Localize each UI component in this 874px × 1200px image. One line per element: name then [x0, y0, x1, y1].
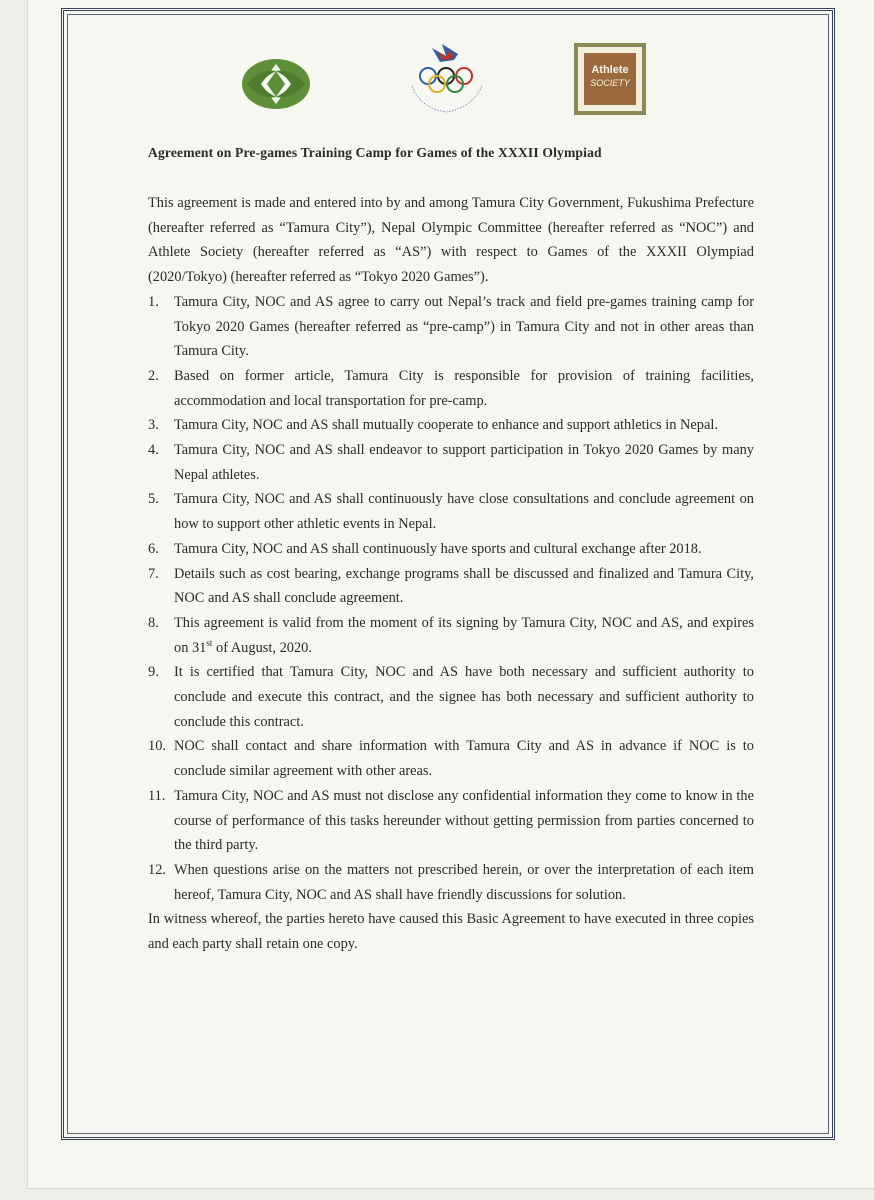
article-item [148, 413, 754, 438]
athlete-society-logo-line2: SOCIETY [590, 78, 630, 88]
article-text: Based on former article, Tamura City is responsible for provision of training facilities, accommodation and local transportation for pre-camp. [174, 367, 754, 409]
article-item [148, 858, 754, 907]
article-item [148, 784, 754, 858]
article-item [148, 660, 754, 734]
article-text: NOC shall contact and share information with Tamura City and AS in advance if NOC is to conclude similar agreement with other areas. [174, 738, 754, 780]
agreement-body [148, 191, 754, 957]
athlete-society-logo [574, 43, 646, 115]
article-text: Tamura City, NOC and AS shall mutually cooperate to enhance and support athletics in Nepal. [174, 417, 718, 434]
article-item [148, 537, 754, 562]
article-number: 7. [148, 565, 159, 582]
article-text: Tamura City, NOC and AS shall continuously have close consultations and conclude agreement on how to support other athletic events in Nepal. [174, 491, 754, 533]
article-number: 11. [148, 787, 166, 804]
article-number: 3. [148, 417, 159, 434]
article-number: 4. [148, 442, 159, 459]
article-text: Details such as cost bearing, exchange programs shall be discussed and finalized and Tamura City, NOC and AS shall conclude agreement. [174, 565, 754, 607]
article-item [148, 438, 754, 487]
intro-paragraph: This agreement is made and entered into by and among Tamura City Government, Fukushima Prefecture (hereafter referred as “Tamura City”), Nepal Olympic Committee (hereafter referred as “NOC”) and Athlete Society (hereafter referred as “AS”) with respect to Games of the XXXII Olympiad (2020/Tokyo) (hereafter referred as “Tokyo 2020 Games”). [148, 195, 754, 286]
article-number: 6. [148, 540, 159, 557]
article-text: It is certified that Tamura City, NOC and AS have both necessary and sufficient authority to conclude and execute this contract, and the signee has both necessary and sufficient authority to conclude this contract. [174, 664, 754, 730]
tamura-city-emblem [241, 58, 311, 110]
article-number: 5. [148, 491, 159, 508]
article-item [148, 364, 754, 413]
article-text: Tamura City, NOC and AS shall endeavor to support participation in Tokyo 2020 Games by many Nepal athletes. [174, 442, 754, 483]
agreement-title: Agreement on Pre-games Training Camp for Games of the XXXII Olympiad [148, 145, 602, 160]
article-number: 1. [148, 293, 159, 310]
article-number: 9. [148, 664, 159, 681]
logo-row [0, 40, 874, 120]
article-item [148, 290, 754, 364]
article-item [148, 487, 754, 536]
article-text-after: of August, 2020. [212, 639, 312, 656]
closing-paragraph: In witness whereof, the parties hereto have caused this Basic Agreement to have executed in three copies and each party shall retain one copy. [148, 911, 754, 953]
agreement-articles [148, 290, 754, 908]
athlete-society-logo-box [584, 53, 636, 105]
ordinal-suffix: st [206, 637, 213, 648]
nepal-olympic-committee-emblem [402, 42, 492, 118]
article-text: When questions arise on the matters not prescribed herein, or over the interpretation of each item hereof, Tamura City, NOC and AS shall have friendly discussions for solution. [174, 861, 754, 903]
athlete-society-logo-line1: Athlete [591, 64, 629, 76]
article-number: 2. [148, 367, 159, 384]
article-text: Tamura City, NOC and AS shall continuously have sports and cultural exchange after 2018. [174, 540, 702, 557]
article-number: 12. [148, 861, 166, 878]
article-number: 8. [148, 614, 159, 631]
article-item [148, 562, 754, 611]
article-item [148, 611, 754, 660]
article-number: 10. [148, 738, 166, 755]
article-text: Tamura City, NOC and AS agree to carry out Nepal’s track and field pre-games training camp for Tokyo 2020 Games (hereafter referred as “pre-camp”) in Tamura City and not in other areas than Tamura City. [174, 293, 754, 360]
article-text-before: This agreement is valid from the moment of its signing by Tamura City, NOC and AS, and expires on 31 [174, 614, 754, 656]
article-text: Tamura City, NOC and AS must not disclose any confidential information they come to know in the course of performance of this tasks hereunder without getting permission from parties concerned to the third party. [174, 787, 754, 854]
article-item [148, 734, 754, 783]
